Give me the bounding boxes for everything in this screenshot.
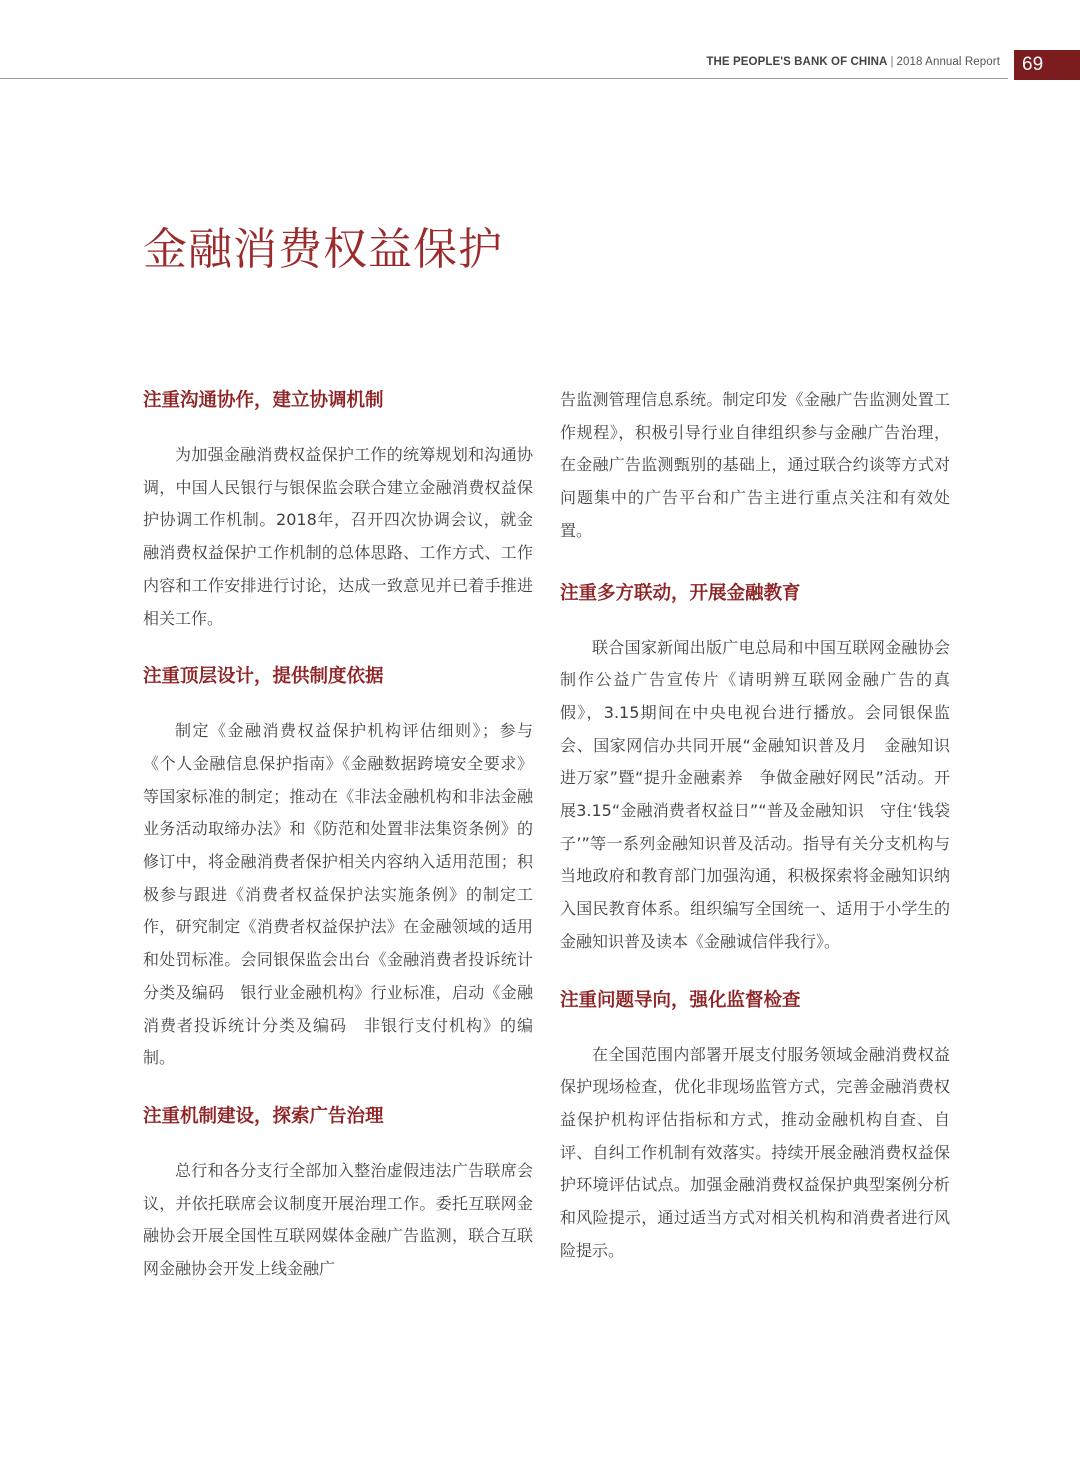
section-body: 制定《金融消费权益保护机构评估细则》；参与《个人金融信息保护指南》《金融数据跨境安全要求》等国家标准的制定；推动在《非法金融机构和非法金融业务活动取缔办法》和《防范和处置非法集资条例》的修订中，将金融消费者保护相关内容纳入适用范围；积极参与跟进《消费者权益保护法实施条例》的制定工作，研究制定《消费者权益保护法》在金融领域的适用和处罚标准。会同银保监会出台《金融消费者投诉统计分类及编码 银行业金融机构》行业标准，启动《金融消费者投诉统计分类及编码 非银行支付机构》的编制。 <box>143 721 533 1068</box>
left-column <box>143 386 533 1286</box>
section-body-continued: 告监测管理信息系统。制定印发《金融广告监测处置工作规程》，积极引导行业自律组织参与金融广告治理，在金融广告监测甄别的基础上，通过联合约谈等方式对问题集中的广告平台和广告主进行重点关注和有效处置。 <box>560 390 950 540</box>
header-rule <box>0 78 1008 79</box>
section-body: 总行和各分支行全部加入整治虚假违法广告联席会议，并依托联席会议制度开展治理工作。委托互联网金融协会开展全国性互联网媒体金融广告监测，联合互联网金融协会开发上线金融广 <box>143 1160 533 1279</box>
section-body: 为加强金融消费权益保护工作的统筹规划和沟通协调，中国人民银行与银保监会联合建立金融消费权益保护协调工作机制。2018年，召开四次协调会议，就金融消费权益保护工作机制的总体思路、工作方式、工作内容和工作安排进行讨论，达成一致意见并已着手推进相关工作。 <box>143 445 533 628</box>
section-body: 在全国范围内部署开展支付服务领域金融消费权益保护现场检查，优化非现场监管方式，完善金融消费权益保护机构评估指标和方式，推动金融机构自查、自评、自纠工作机制有效落实。持续开展金融消费权益保护环境评估试点。加强金融消费权益保护典型案例分析和风险提示，通过适当方式对相关机构和消费者进行风险提示。 <box>560 1044 950 1260</box>
section-heading: 注重机制建设，探索广告治理 <box>143 1105 384 1127</box>
section-heading: 注重顶层设计，提供制度依据 <box>143 666 384 688</box>
running-header <box>706 56 1000 68</box>
header-report-title: 2018 Annual Report <box>896 56 1000 68</box>
page-number-tab: 69 <box>1014 50 1080 80</box>
right-column <box>560 384 950 1267</box>
header-separator: | <box>890 56 894 68</box>
section-heading: 注重多方联动，开展金融教育 <box>560 582 801 604</box>
section-heading: 注重沟通协作，建立协调机制 <box>143 390 384 411</box>
page-title: 金融消费权益保护 <box>143 224 503 275</box>
section-body: 联合国家新闻出版广电总局和中国互联网金融协会制作公益广告宣传片《请明辨互联网金融广告的真假》，3.15期间在中央电视台进行播放。会同银保监会、国家网信办共同开展“金融知识普及月 金融知识进万家”暨“提升金融素养 争做金融好网民”活动。开展3.15“金融消费者权益日”“普及金融知识 守住‘钱袋子’”等一系列金融知识普及活动。指导有关分支机构与当地政府和教育部门加强沟通，积极探索将金融知识纳入国民教育体系。组织编写全国统一、适用于小学生的金融知识普及读本《金融诚信伴我行》。 <box>560 637 950 951</box>
section-heading: 注重问题导向，强化监督检查 <box>560 989 801 1011</box>
header-organization: THE PEOPLE'S BANK OF CHINA <box>706 56 888 68</box>
